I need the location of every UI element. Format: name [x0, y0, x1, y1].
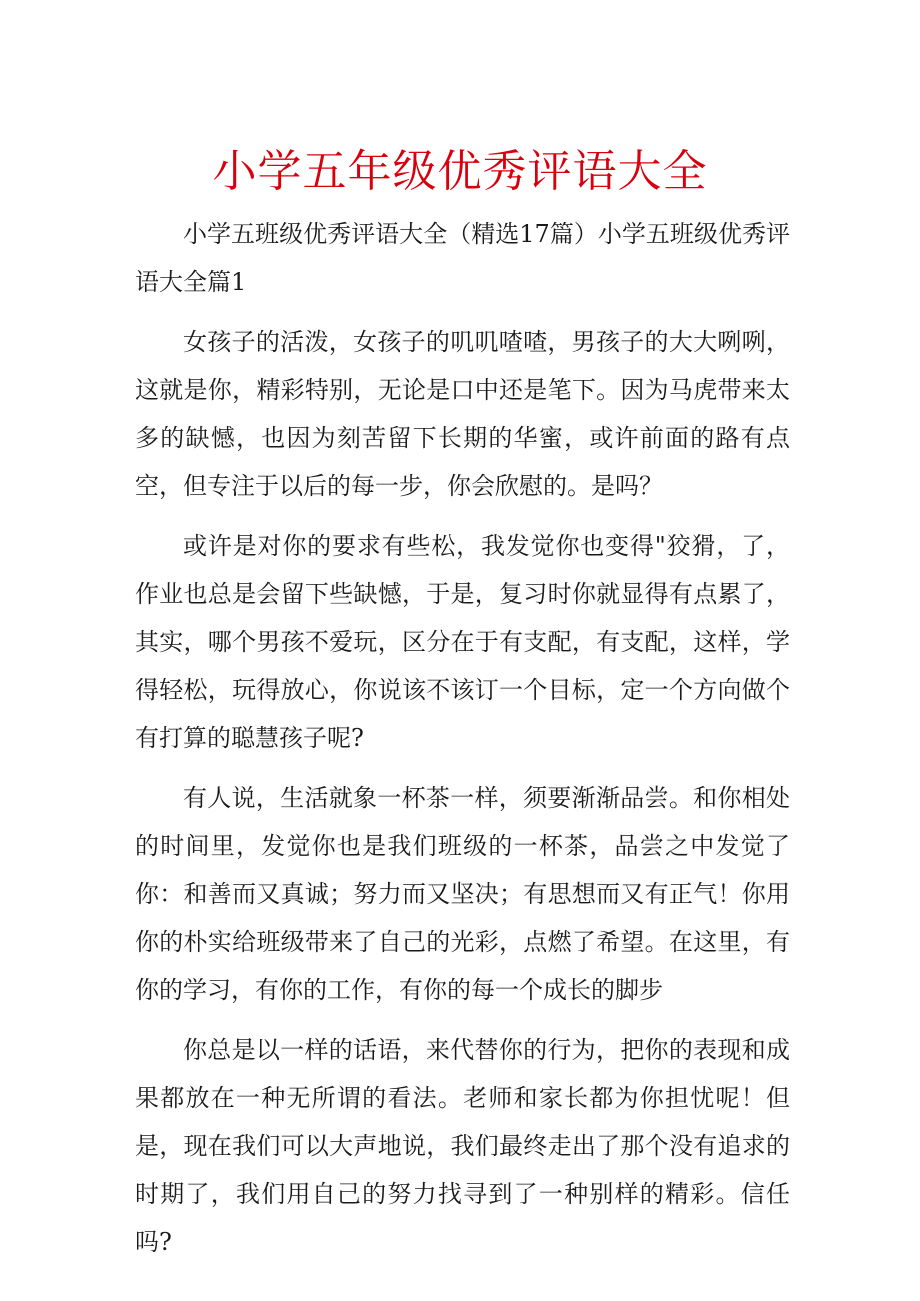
paragraph-2: 或许是对你的要求有些松，我发觉你也变得"狡猾，了，作业也总是会留下些缺憾，于是，复习时你就显得有点累了，其实，哪个男孩不爱玩，区分在于有支配，有支配，这样，学得轻松，玩得放心，你说该不该订一个目标，定一个方向做个有打算的聪慧孩子呢? — [135, 532, 790, 752]
paragraph-4: 你总是以一样的话语，来代替你的行为，把你的表现和成果都放在一种无所谓的看法。老师和家长都为你担忧呢！但是，现在我们可以大声地说，我们最终走出了那个没有追求的时期了，我们用自己的努力找寻到了一种别样的精彩。信任吗? — [135, 1036, 790, 1256]
paragraph-3: 有人说，生活就象一杯茶一样，须要渐渐品尝。和你相处的时间里，发觉你也是我们班级的一杯茶，品尝之中发觉了你：和善而又真诚；努力而又坚决；有思想而又有正气！你用你的朴实给班级带来了自己的光彩，点燃了希望。在这里，有你的学习，有你的工作，有你的每一个成长的脚步 — [135, 784, 790, 1004]
document-subtitle: 小学五班级优秀评语大全（精选17篇）小学五班级优秀评语大全篇1 — [135, 220, 790, 296]
document-body — [135, 210, 790, 1278]
document-title: 小学五年级优秀评语大全 — [212, 146, 708, 197]
paragraph-1: 女孩子的活泼，女孩子的叽叽喳喳，男孩子的大大咧咧，这就是你，精彩特别，无论是口中还是笔下。因为马虎带来太多的缺憾，也因为刻苦留下长期的华蜜，或许前面的路有点空，但专注于以后的每一步，你会欣慰的。是吗？ — [135, 328, 790, 500]
